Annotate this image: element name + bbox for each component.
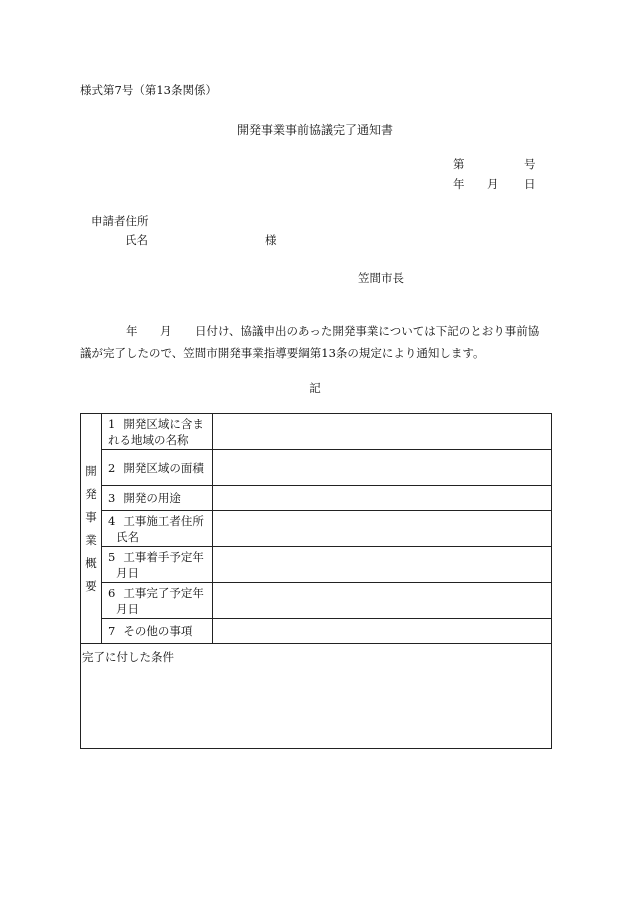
document-number-prefix: 第: [453, 157, 465, 171]
table-row: [81, 511, 552, 547]
row-label: 6 工事完了予定年 月日: [102, 583, 213, 619]
applicant-address-label: 申請者住所: [91, 214, 149, 228]
conditions-row: [81, 644, 552, 749]
row-value[interactable]: [213, 619, 552, 644]
row-value[interactable]: [213, 583, 552, 619]
body-text-line-2: 議が完了したので、笠間市開発事業指導要綱第13条の規定により通知します。: [80, 346, 485, 360]
ki-heading: 記: [309, 381, 321, 395]
row-value[interactable]: [213, 511, 552, 547]
date-day-label: 日: [524, 177, 536, 191]
row-value[interactable]: [213, 450, 552, 486]
row-label: 5 工事着手予定年 月日: [102, 547, 213, 583]
document-number-suffix: 号: [524, 157, 536, 171]
applicant-name-label: 氏名: [125, 233, 148, 247]
section-label-vertical: 開 発 事 業 概 要: [81, 414, 102, 644]
document-title: 開発事業事前協議完了通知書: [236, 123, 393, 137]
conditions-label: 完了に付した条件: [82, 650, 174, 664]
row-label: 2 開発区域の面積: [102, 450, 213, 486]
table-row: [81, 583, 552, 619]
applicant-honorific: 様: [265, 233, 277, 247]
row-label: 1 開発区域に含ま れる地域の名称: [102, 414, 213, 450]
row-label: 7 その他の事項: [102, 619, 213, 644]
row-value[interactable]: [213, 486, 552, 511]
body-year-label: 年: [126, 324, 138, 338]
issuer-mayor: 笠間市長: [358, 271, 404, 285]
row-label: 3 開発の用途: [102, 486, 213, 511]
date-month-label: 月: [487, 177, 499, 191]
table-row: [81, 619, 552, 644]
table-row: [81, 547, 552, 583]
row-label: 4 工事施工者住所 氏名: [102, 511, 213, 547]
row-value[interactable]: [213, 547, 552, 583]
table-row: [81, 414, 552, 450]
date-year-label: 年: [453, 177, 465, 191]
form-number: 様式第7号（第13条関係）: [80, 83, 217, 97]
body-line-1-text: 日付け、協議申出のあった開発事業については下記のとおり事前協: [195, 324, 540, 338]
row-value[interactable]: [213, 414, 552, 450]
conditions-cell[interactable]: [81, 644, 552, 749]
table-row: [81, 450, 552, 486]
table-row: [81, 486, 552, 511]
development-summary-table: [80, 413, 552, 749]
body-month-label: 月: [160, 324, 172, 338]
